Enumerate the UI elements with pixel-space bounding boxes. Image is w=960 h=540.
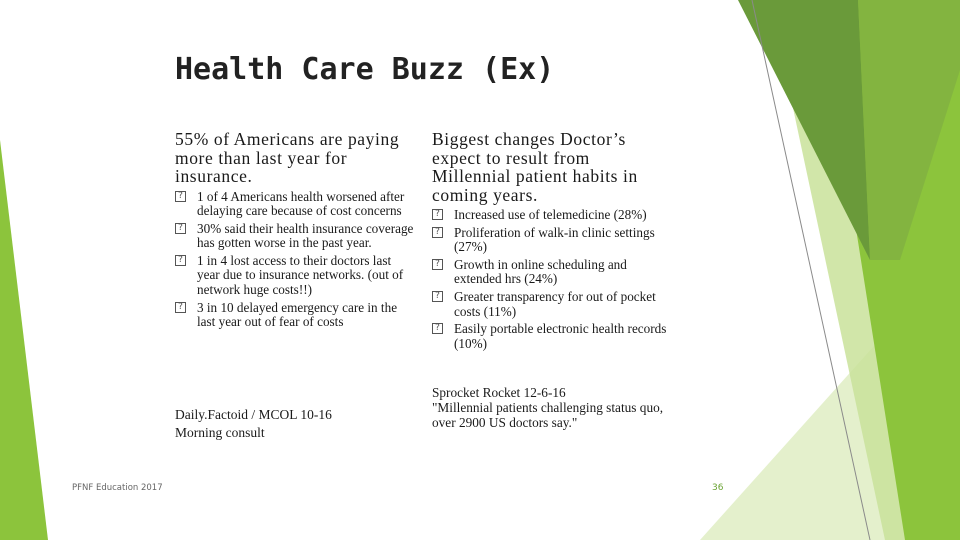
checkbox-bullet-icon: ? (175, 223, 186, 234)
list-item: ? 30% said their health insurance coverage has gotten worse in the past year. (175, 222, 415, 251)
right-source-line2: "Millennial patients challenging status quo, over 2900 US doctors say." (432, 400, 664, 430)
footer-text: PFNF Education 2017 (72, 483, 163, 493)
slide-title: Health Care Buzz (Ex) (175, 52, 555, 87)
right-source (432, 385, 672, 430)
list-item: ? 3 in 10 delayed emergency care in the last year out of fear of costs (175, 301, 415, 330)
left-bullet-list (175, 190, 415, 330)
list-item: ? Proliferation of walk-in clinic settings (27%) (432, 226, 672, 255)
list-item: ? Growth in online scheduling and extended hrs (24%) (432, 258, 672, 287)
left-column (175, 130, 415, 333)
list-item: ? 1 in 4 lost access to their doctors last year due to insurance networks. (out of network huge costs!!) (175, 254, 415, 298)
checkbox-bullet-icon: ? (432, 227, 443, 238)
right-heading: Biggest changes Doctor’s expect to result from Millennial patient habits in coming years. (432, 129, 638, 205)
left-source-line1: Daily.Factoid / MCOL 10-16 (175, 407, 332, 422)
list-item: ? 1 of 4 Americans health worsened after delaying care because of cost concerns (175, 190, 415, 219)
list-item: ? Easily portable electronic health records (10%) (432, 322, 672, 351)
checkbox-bullet-icon: ? (175, 302, 186, 313)
checkbox-bullet-icon: ? (432, 323, 443, 334)
checkbox-bullet-icon: ? (175, 255, 186, 266)
right-dark-shape (738, 0, 870, 260)
page-number: 36 (712, 483, 724, 493)
list-item: ? Increased use of telemedicine (28%) (432, 208, 672, 223)
checkbox-bullet-icon: ? (432, 291, 443, 302)
list-item: ? Greater transparency for out of pocket costs (11%) (432, 290, 672, 319)
right-bullet-list (432, 208, 672, 351)
right-source-line1: Sprocket Rocket 12-6-16 (432, 385, 566, 400)
left-source-line2: Morning consult (175, 425, 265, 440)
checkbox-bullet-icon: ? (175, 191, 186, 202)
checkbox-bullet-icon: ? (432, 259, 443, 270)
checkbox-bullet-icon: ? (432, 209, 443, 220)
left-green-sliver (0, 140, 48, 540)
left-source (175, 406, 415, 442)
left-heading: 55% of Americans are paying more than last year for insurance. (175, 129, 400, 186)
right-column (432, 130, 672, 354)
